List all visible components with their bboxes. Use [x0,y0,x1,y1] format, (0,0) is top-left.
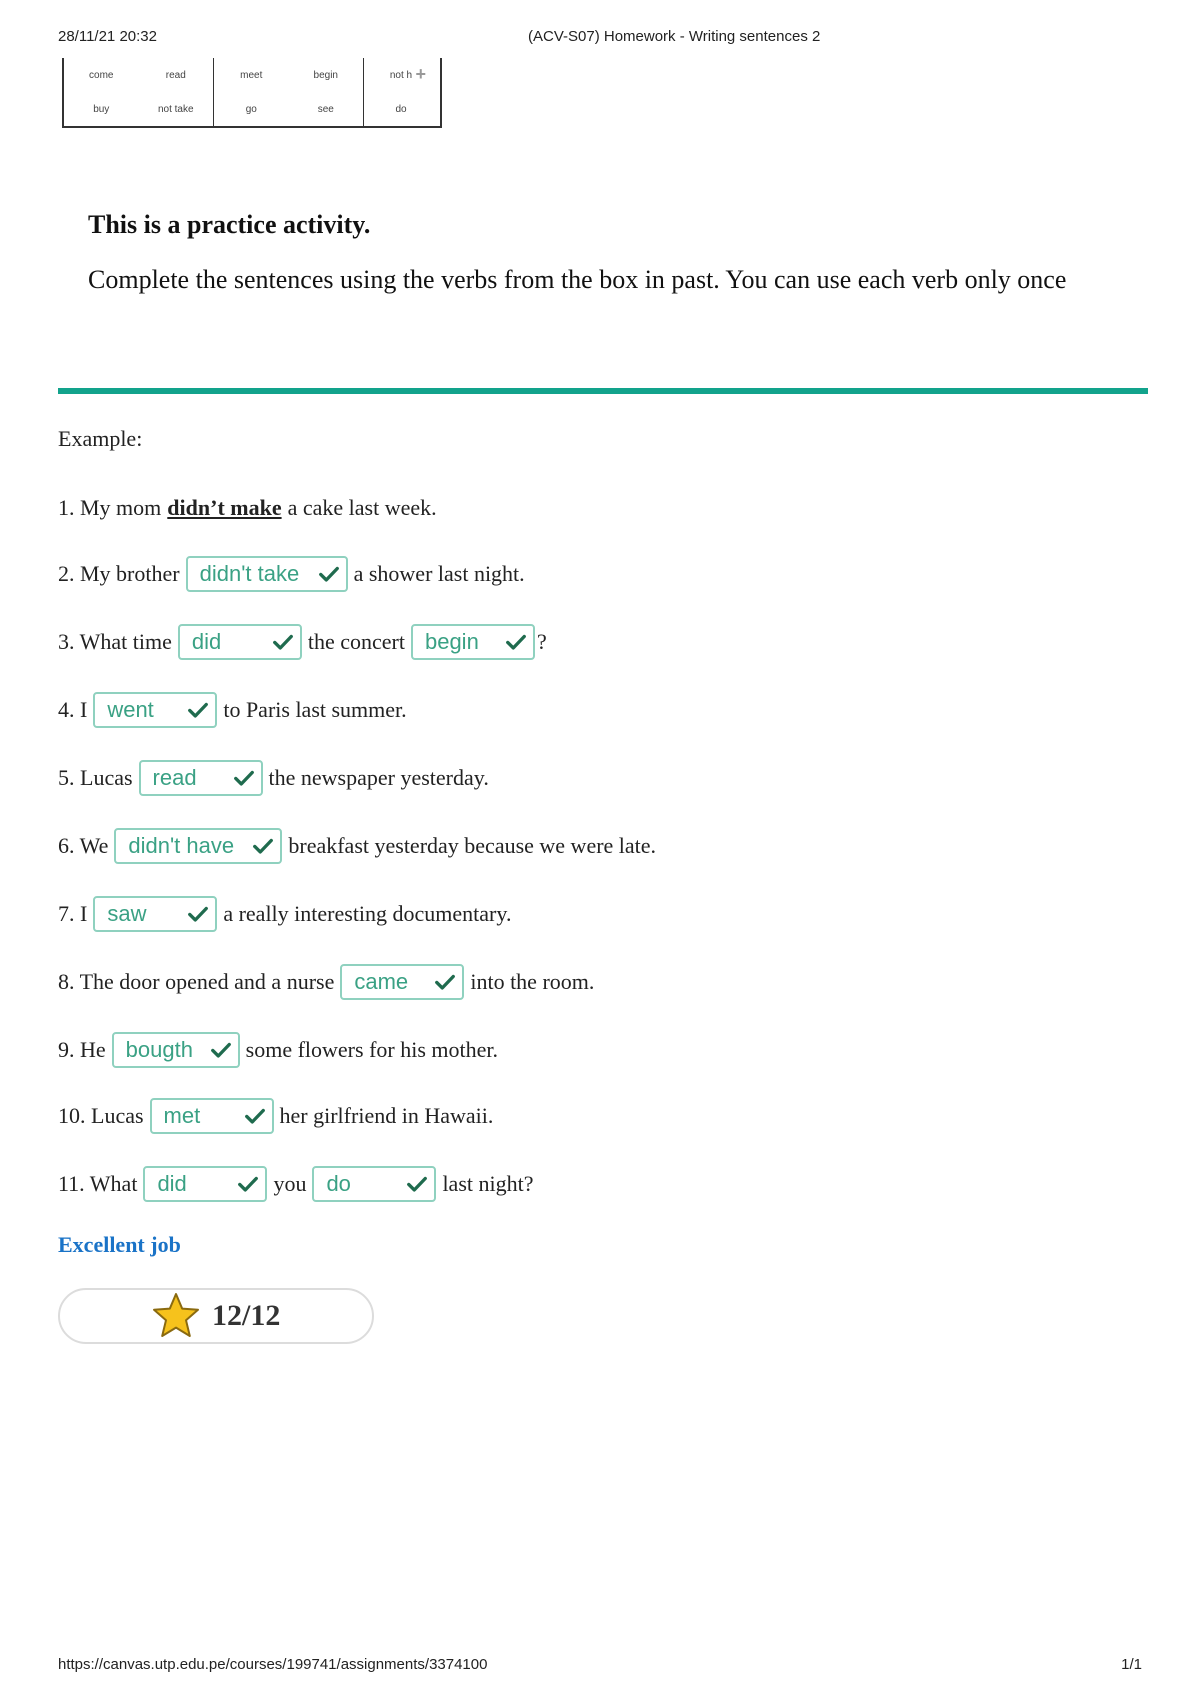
instructions: Complete the sentences using the verbs from the box in past. You can use each verb only once [88,265,1067,294]
print-url: https://canvas.utp.edu.pe/courses/199741/assignments/3374100 [58,1656,488,1673]
sentence-6 [58,826,656,866]
activity-intro [88,210,1088,294]
sentence-text: 1. My mom [58,495,162,520]
sentence-text: a really interesting documentary. [223,901,512,926]
score-value: 12/12 [212,1299,281,1332]
sentence-text: last night? [442,1171,534,1196]
sentence-text: ? [536,629,547,654]
sentence-10 [58,1096,493,1136]
answer-value: went [107,697,154,722]
sentence-7 [58,894,511,934]
sentence-text: a shower last night. [353,561,525,586]
sentence-text: 9. He [58,1037,106,1062]
verb-cell: read [165,69,186,81]
sentence-text: 10. Lucas [58,1103,144,1128]
answer-field[interactable] [312,1166,436,1202]
sentence-text: you [273,1171,307,1196]
print-date: 28/11/21 20:32 [58,28,157,45]
verb-box-column [64,58,214,126]
verb-cell: go [245,103,257,115]
check-icon [233,767,255,789]
check-icon [187,903,209,925]
answer-field[interactable] [93,692,217,728]
sentence-text: some flowers for his mother. [245,1037,499,1062]
sentence-text: 4. I [58,697,88,722]
answer-value: did [157,1171,187,1196]
practice-notice: This is a practice activity. [88,210,371,239]
check-icon [210,1039,232,1061]
answer-value: didn't take [199,561,300,586]
answer-field[interactable] [411,624,535,660]
answer-value: didn't have [128,833,235,858]
print-header [58,28,1142,48]
sentence-text: to Paris last summer. [223,697,407,722]
sentence-text: her girlfriend in Hawaii. [279,1103,494,1128]
sentence-text: 3. What time [58,629,172,654]
example-answer: didn’t make [167,495,282,520]
answer-value: did [191,629,222,654]
sentence-1 [58,488,437,528]
verb-cell: meet [240,69,263,81]
check-icon [272,631,294,653]
verb-box-column [214,58,364,126]
verb-cell: come [89,69,114,81]
sentence-text: 2. My brother [58,561,180,586]
answer-field[interactable] [139,760,263,796]
answer-value: met [163,1103,201,1128]
example-label: Example: [58,426,143,451]
answer-value: came [354,969,409,994]
section-divider [58,388,1148,394]
sentence-text: 5. Lucas [58,765,133,790]
check-icon [434,971,456,993]
sentence-text: 8. The door opened and a nurse [58,969,335,994]
score-badge [58,1288,374,1344]
verb-cell: not take [157,103,194,115]
answer-field[interactable] [150,1098,274,1134]
verb-cell: do [395,103,407,115]
verb-box [62,58,442,128]
sentence-9 [58,1030,498,1070]
sentence-text: the concert [307,629,405,654]
answer-field[interactable] [178,624,302,660]
feedback-message: Excellent job [58,1232,181,1257]
answer-value: do [326,1171,351,1196]
check-icon [406,1173,428,1195]
sentence-3 [58,622,547,662]
star-icon [150,1290,202,1342]
answer-field[interactable] [143,1166,267,1202]
sentence-text: the newspaper yesterday. [268,765,489,790]
verb-cell: begin [313,69,338,81]
sentence-8 [58,962,594,1002]
sentence-text: breakfast yesterday because we were late. [288,833,657,858]
answer-value: begin [424,629,479,654]
verb-cell: not h [389,69,413,81]
check-icon [318,563,340,585]
sentence-text: 7. I [58,901,88,926]
answer-field[interactable] [340,964,464,1000]
check-icon [237,1173,259,1195]
print-page-title: (ACV-S07) Homework - Writing sentences 2 [528,28,821,45]
sentence-5 [58,758,489,798]
answer-value: read [152,765,197,790]
plus-icon[interactable]: + [415,64,426,84]
sentence-11 [58,1164,533,1204]
print-footer [58,1656,1142,1676]
answer-field[interactable] [186,556,348,592]
verb-cell: buy [93,103,110,115]
answer-field[interactable] [112,1032,240,1068]
check-icon [252,835,274,857]
sentence-text: 11. What [58,1171,138,1196]
sentence-4 [58,690,407,730]
verb-cell: see [317,103,334,115]
check-icon [244,1105,266,1127]
sentence-text: a cake last week. [287,495,437,520]
answer-value: saw [107,901,147,926]
sentence-text: 6. We [58,833,109,858]
answer-value: bougth [125,1037,193,1062]
print-page-number: 1/1 [1121,1656,1142,1673]
check-icon [505,631,527,653]
sentence-2 [58,554,525,594]
answer-field[interactable] [114,828,282,864]
answer-field[interactable] [93,896,217,932]
verb-box-column [364,58,438,126]
sentence-text: into the room. [470,969,595,994]
check-icon [187,699,209,721]
